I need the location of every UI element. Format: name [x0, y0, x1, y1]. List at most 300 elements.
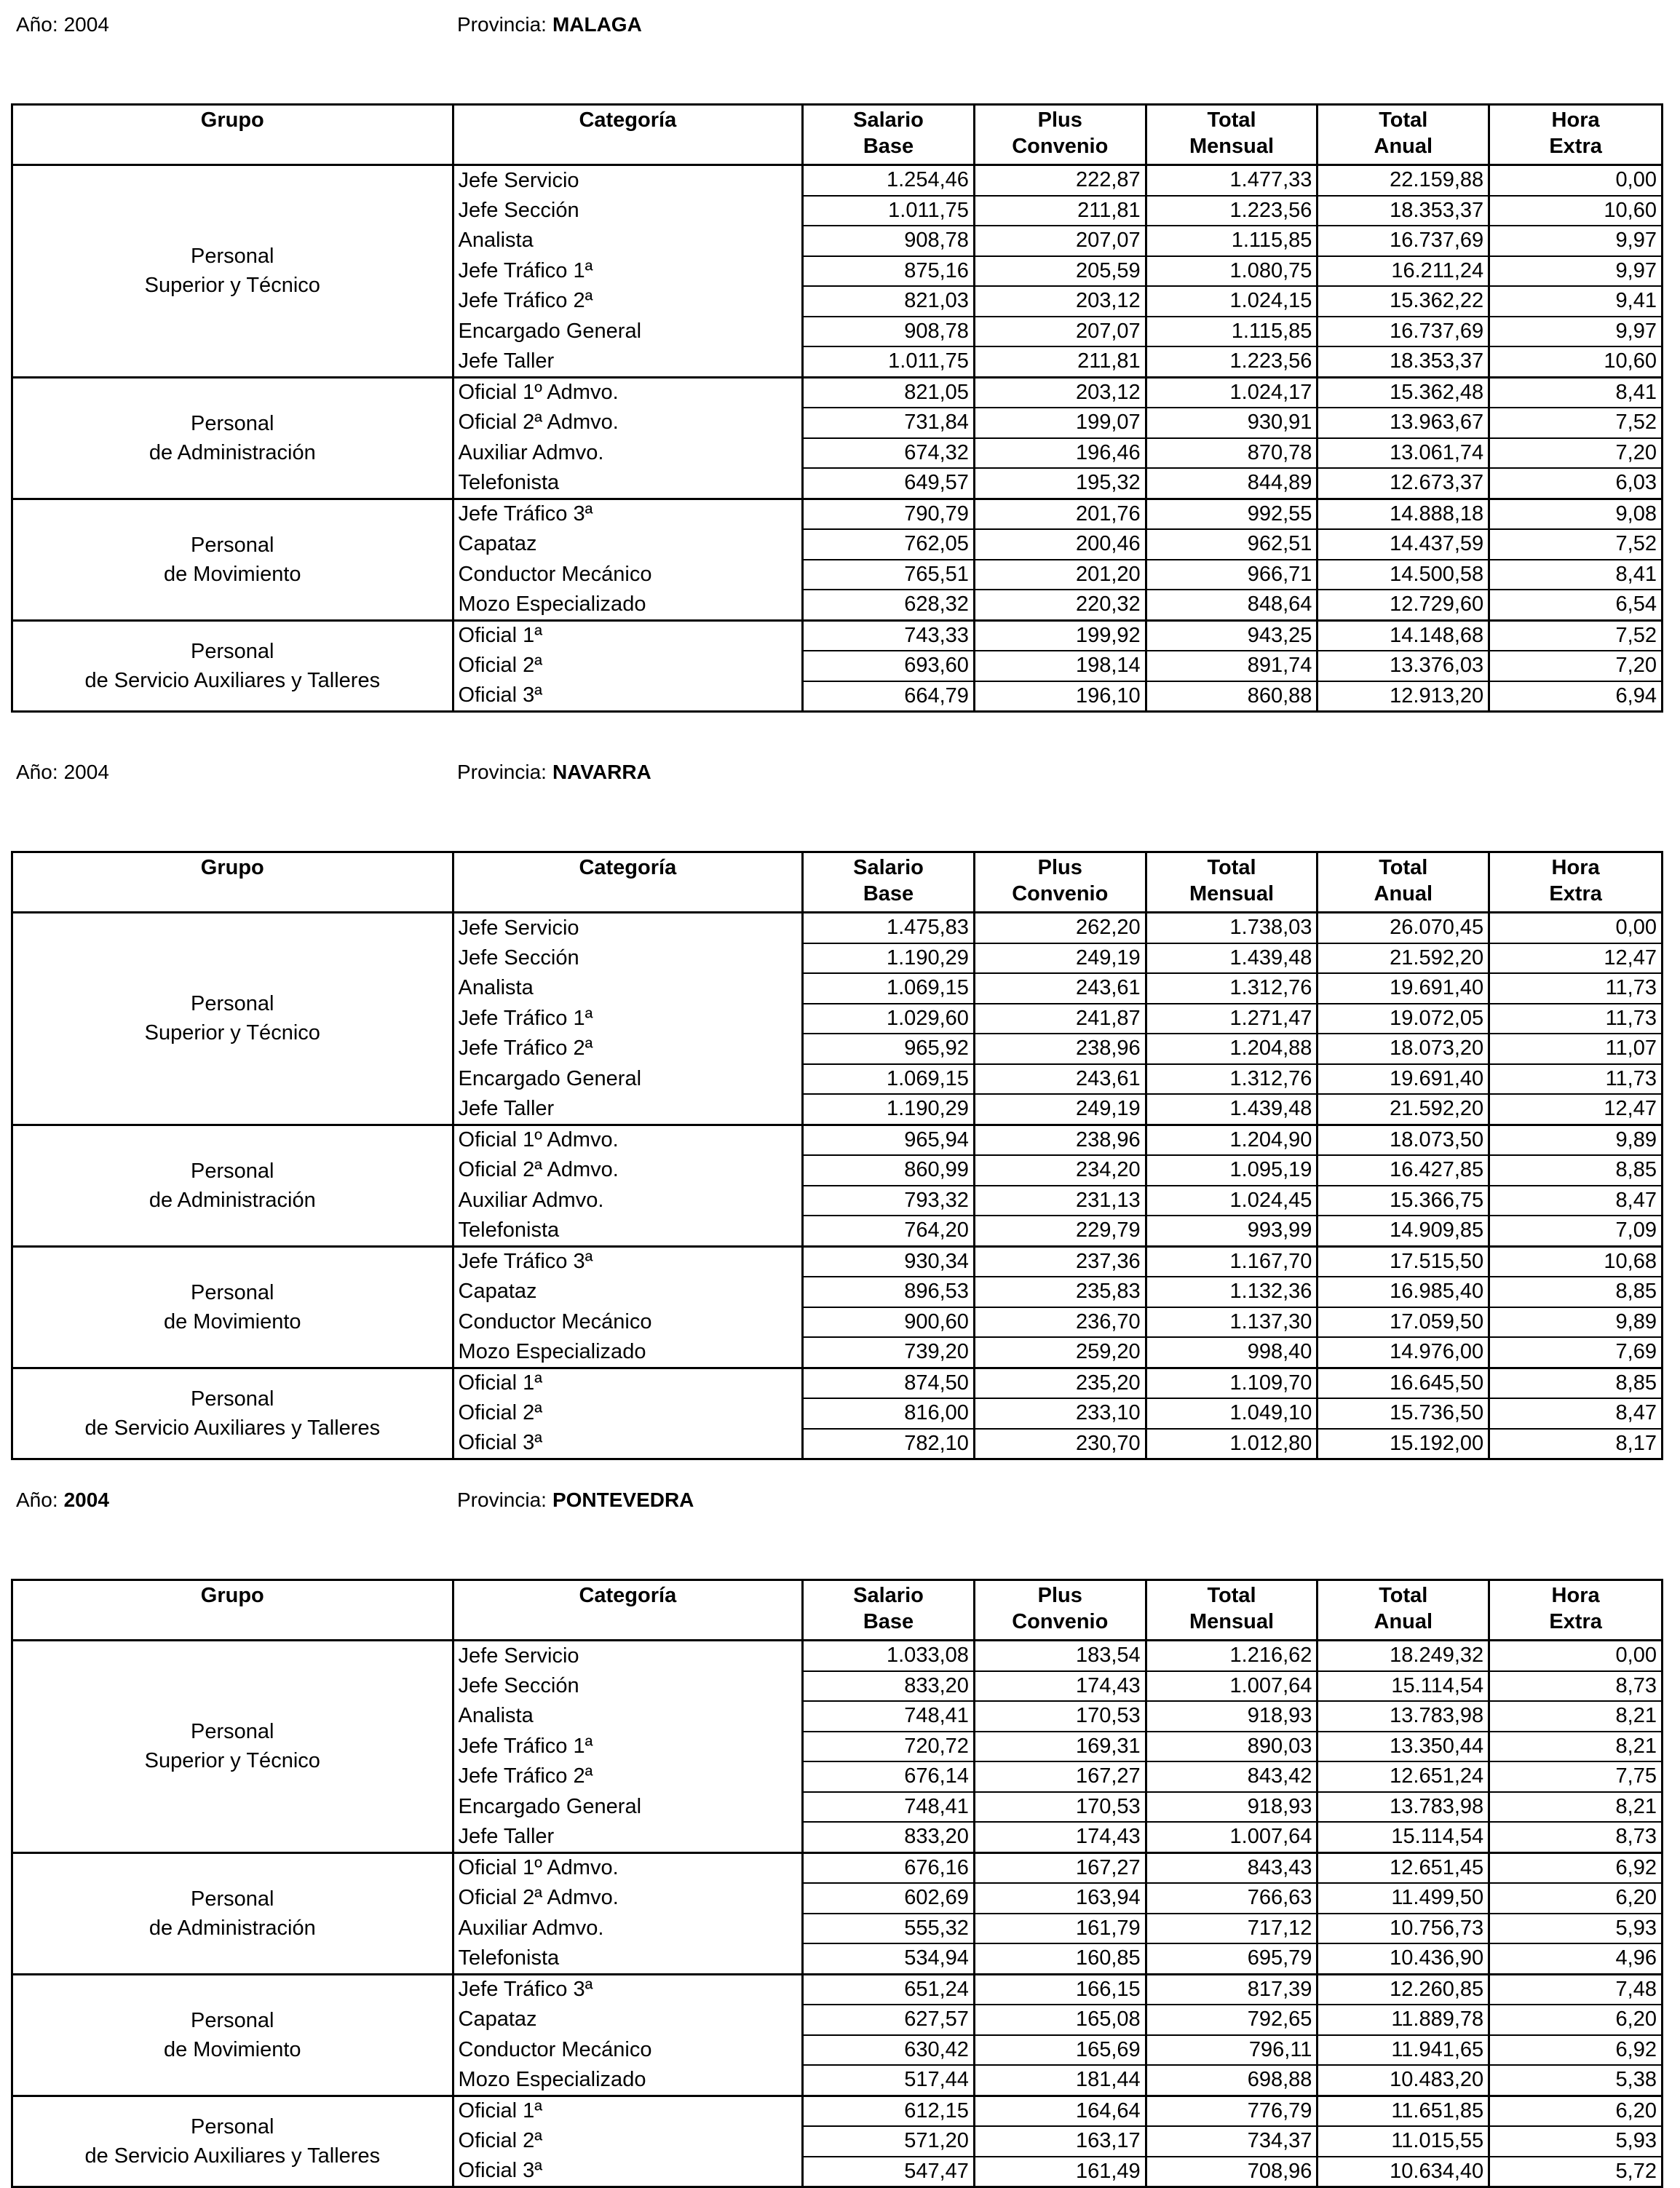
categoria-cell: Jefe Tráfico 2ª [453, 286, 803, 317]
categoria-cell: Mozo Especializado [453, 590, 803, 620]
header-line: Salario [853, 856, 924, 879]
total-anual-cell: 16.211,24 [1318, 256, 1489, 287]
hora-extra-cell: 9,41 [1489, 286, 1663, 317]
plus-convenio-cell: 196,10 [974, 681, 1146, 712]
header-total-mensual [1146, 852, 1318, 913]
categoria-cell: Analista [453, 226, 803, 256]
total-mensual-cell: 1.080,75 [1146, 256, 1318, 287]
salario-base-cell: 743,33 [803, 620, 975, 651]
categoria-cell: Jefe Tráfico 2ª [453, 1034, 803, 1064]
group-cell [12, 2096, 453, 2187]
header-total-anual [1318, 852, 1489, 913]
salario-base-cell: 1.069,15 [803, 1064, 975, 1095]
salario-base-cell: 875,16 [803, 256, 975, 287]
province-field: Provincia: NAVARRA [457, 761, 651, 783]
total-mensual-cell: 792,65 [1146, 2005, 1318, 2035]
total-anual-cell: 15.366,75 [1318, 1186, 1489, 1216]
hora-extra-cell: 6,20 [1489, 2096, 1663, 2126]
plus-convenio-cell: 238,96 [974, 1125, 1146, 1155]
total-anual-cell: 11.499,50 [1318, 1883, 1489, 1914]
plus-convenio-cell: 167,27 [974, 1761, 1146, 1792]
salario-base-cell: 930,34 [803, 1246, 975, 1277]
plus-convenio-cell: 207,07 [974, 226, 1146, 256]
total-anual-cell: 14.976,00 [1318, 1337, 1489, 1368]
plus-convenio-cell: 235,20 [974, 1368, 1146, 1398]
total-mensual-cell: 1.738,03 [1146, 913, 1318, 943]
hora-extra-cell: 7,20 [1489, 438, 1663, 469]
plus-convenio-cell: 161,79 [974, 1914, 1146, 1944]
total-anual-cell: 14.437,59 [1318, 529, 1489, 560]
group-cell [12, 499, 453, 620]
group-name-line: Personal [191, 1159, 274, 1183]
categoria-cell: Oficial 3ª [453, 2157, 803, 2187]
categoria-cell: Jefe Tráfico 3ª [453, 499, 803, 529]
header-line: Convenio [1012, 135, 1109, 158]
categoria-cell: Telefonista [453, 468, 803, 499]
plus-convenio-cell: 241,87 [974, 1004, 1146, 1034]
hora-extra-cell: 5,72 [1489, 2157, 1663, 2187]
plus-convenio-cell: 233,10 [974, 1398, 1146, 1429]
categoria-cell: Auxiliar Admvo. [453, 1186, 803, 1216]
hora-extra-cell: 6,03 [1489, 468, 1663, 499]
categoria-cell: Oficial 2ª [453, 651, 803, 681]
total-mensual-cell: 1.271,47 [1146, 1004, 1318, 1034]
header-plus-convenio [974, 1580, 1146, 1641]
hora-extra-cell: 6,54 [1489, 590, 1663, 620]
plus-convenio-cell: 170,53 [974, 1701, 1146, 1732]
group-name-line: de Servicio Auxiliares y Talleres [84, 668, 381, 692]
hora-extra-cell: 9,89 [1489, 1307, 1663, 1338]
header-line: Anual [1374, 882, 1433, 905]
plus-convenio-cell: 170,53 [974, 1792, 1146, 1823]
plus-convenio-cell: 231,13 [974, 1186, 1146, 1216]
total-anual-cell: 15.114,54 [1318, 1671, 1489, 1702]
hora-extra-cell: 6,92 [1489, 1852, 1663, 1883]
header-line: Mensual [1189, 135, 1275, 158]
total-mensual-cell: 1.095,19 [1146, 1155, 1318, 1186]
categoria-cell: Jefe Sección [453, 1671, 803, 1702]
table-row [12, 1125, 1663, 1155]
plus-convenio-cell: 203,12 [974, 286, 1146, 317]
total-anual-cell: 14.500,58 [1318, 560, 1489, 590]
province-field: Provincia: PONTEVEDRA [457, 1489, 694, 1511]
salario-base-cell: 1.011,75 [803, 346, 975, 377]
salario-base-cell: 720,72 [803, 1732, 975, 1762]
hora-extra-cell: 8,85 [1489, 1277, 1663, 1307]
total-mensual-cell: 1.007,64 [1146, 1822, 1318, 1852]
total-mensual-cell: 717,12 [1146, 1914, 1318, 1944]
total-mensual-cell: 1.223,56 [1146, 346, 1318, 377]
table-row [12, 165, 1663, 196]
hora-extra-cell: 9,89 [1489, 1125, 1663, 1155]
total-anual-cell: 16.737,69 [1318, 317, 1489, 347]
salario-base-cell: 782,10 [803, 1429, 975, 1459]
header-line: Base [863, 135, 914, 158]
salario-base-cell: 748,41 [803, 1701, 975, 1732]
hora-extra-cell: 7,69 [1489, 1337, 1663, 1368]
header-line: Total [1379, 108, 1428, 132]
plus-convenio-cell: 201,76 [974, 499, 1146, 529]
total-anual-cell: 12.651,45 [1318, 1852, 1489, 1883]
total-mensual-cell: 1.024,15 [1146, 286, 1318, 317]
group-cell [12, 1641, 453, 1853]
header-row [12, 105, 1663, 165]
total-mensual-cell: 1.439,48 [1146, 943, 1318, 974]
total-mensual-cell: 993,99 [1146, 1216, 1318, 1246]
hora-extra-cell: 6,20 [1489, 2005, 1663, 2035]
header-line: Extra [1549, 1610, 1602, 1633]
header-categoria: Categoría [453, 105, 803, 165]
salario-base-cell: 764,20 [803, 1216, 975, 1246]
group-name-line: Personal [191, 533, 274, 557]
salario-base-cell: 793,32 [803, 1186, 975, 1216]
total-anual-cell: 14.909,85 [1318, 1216, 1489, 1246]
hora-extra-cell: 0,00 [1489, 1641, 1663, 1671]
total-mensual-cell: 918,93 [1146, 1792, 1318, 1823]
total-anual-cell: 16.427,85 [1318, 1155, 1489, 1186]
header-line: Plus [1037, 856, 1082, 879]
plus-convenio-cell: 199,92 [974, 620, 1146, 651]
total-anual-cell: 11.941,65 [1318, 2035, 1489, 2066]
group-name-line: de Administración [148, 1188, 316, 1212]
hora-extra-cell: 9,97 [1489, 226, 1663, 256]
group-name-line: Personal [191, 1280, 274, 1304]
total-mensual-cell: 860,88 [1146, 681, 1318, 712]
header-line: Base [863, 1610, 914, 1633]
header-plus-convenio [974, 852, 1146, 913]
categoria-cell: Telefonista [453, 1943, 803, 1974]
header-line: Hora [1551, 108, 1600, 132]
group-name-line: Superior y Técnico [144, 1021, 320, 1045]
header-line: Extra [1549, 135, 1602, 158]
header-line: Total [1207, 1584, 1256, 1607]
total-mensual-cell: 1.223,56 [1146, 196, 1318, 226]
salario-base-cell: 1.029,60 [803, 1004, 975, 1034]
table-row [12, 620, 1663, 651]
hora-extra-cell: 12,47 [1489, 1094, 1663, 1125]
salario-base-cell: 649,57 [803, 468, 975, 499]
hora-extra-cell: 6,94 [1489, 681, 1663, 712]
header-line: Salario [853, 1584, 924, 1607]
salario-base-cell: 1.069,15 [803, 973, 975, 1004]
group-name-line: Personal [191, 245, 274, 269]
salario-base-cell: 833,20 [803, 1671, 975, 1702]
header-grupo: Grupo [12, 105, 453, 165]
hora-extra-cell: 8,47 [1489, 1186, 1663, 1216]
total-anual-cell: 12.729,60 [1318, 590, 1489, 620]
total-mensual-cell: 695,79 [1146, 1943, 1318, 1974]
total-mensual-cell: 844,89 [1146, 468, 1318, 499]
salary-table [11, 851, 1663, 1460]
salario-base-cell: 612,15 [803, 2096, 975, 2126]
hora-extra-cell: 8,21 [1489, 1732, 1663, 1762]
total-mensual-cell: 1.115,85 [1146, 317, 1318, 347]
section-meta [0, 10, 1680, 39]
hora-extra-cell: 10,68 [1489, 1246, 1663, 1277]
total-mensual-cell: 962,51 [1146, 529, 1318, 560]
plus-convenio-cell: 195,32 [974, 468, 1146, 499]
header-line: Total [1379, 1584, 1428, 1607]
categoria-cell: Jefe Tráfico 3ª [453, 1246, 803, 1277]
categoria-cell: Jefe Tráfico 3ª [453, 1974, 803, 2005]
header-hora-extra [1489, 852, 1663, 913]
total-anual-cell: 18.353,37 [1318, 346, 1489, 377]
hora-extra-cell: 5,93 [1489, 2126, 1663, 2157]
total-anual-cell: 22.159,88 [1318, 165, 1489, 196]
salario-base-cell: 908,78 [803, 317, 975, 347]
salario-base-cell: 547,47 [803, 2157, 975, 2187]
header-line: Total [1207, 108, 1256, 132]
total-anual-cell: 21.592,20 [1318, 1094, 1489, 1125]
hora-extra-cell: 10,60 [1489, 196, 1663, 226]
categoria-cell: Conductor Mecánico [453, 1307, 803, 1338]
section-meta [0, 1486, 1680, 1515]
salario-base-cell: 765,51 [803, 560, 975, 590]
hora-extra-cell: 7,52 [1489, 620, 1663, 651]
header-line: Hora [1551, 856, 1600, 879]
total-mensual-cell: 1.049,10 [1146, 1398, 1318, 1429]
hora-extra-cell: 9,97 [1489, 317, 1663, 347]
total-anual-cell: 15.736,50 [1318, 1398, 1489, 1429]
group-name-line: de Movimiento [163, 562, 301, 586]
total-mensual-cell: 1.007,64 [1146, 1671, 1318, 1702]
total-mensual-cell: 966,71 [1146, 560, 1318, 590]
header-line: Total [1379, 856, 1428, 879]
total-mensual-cell: 1.477,33 [1146, 165, 1318, 196]
group-cell [12, 620, 453, 712]
total-mensual-cell: 734,37 [1146, 2126, 1318, 2157]
hora-extra-cell: 8,41 [1489, 377, 1663, 408]
categoria-cell: Oficial 1º Admvo. [453, 1852, 803, 1883]
province-name: PONTEVEDRA [552, 1489, 694, 1511]
total-anual-cell: 12.913,20 [1318, 681, 1489, 712]
categoria-cell: Jefe Taller [453, 1094, 803, 1125]
province-field: Provincia: MALAGA [457, 13, 642, 36]
total-mensual-cell: 870,78 [1146, 438, 1318, 469]
table-row [12, 499, 1663, 529]
total-anual-cell: 12.260,85 [1318, 1974, 1489, 2005]
categoria-cell: Capataz [453, 1277, 803, 1307]
total-mensual-cell: 848,64 [1146, 590, 1318, 620]
categoria-cell: Jefe Taller [453, 1822, 803, 1852]
categoria-cell: Oficial 3ª [453, 1429, 803, 1459]
total-anual-cell: 13.350,44 [1318, 1732, 1489, 1762]
plus-convenio-cell: 243,61 [974, 1064, 1146, 1095]
total-mensual-cell: 930,91 [1146, 408, 1318, 438]
salario-base-cell: 534,94 [803, 1943, 975, 1974]
hora-extra-cell: 7,09 [1489, 1216, 1663, 1246]
group-name-line: Personal [191, 2114, 274, 2139]
hora-extra-cell: 8,47 [1489, 1398, 1663, 1429]
total-mensual-cell: 1.439,48 [1146, 1094, 1318, 1125]
group-name-line: de Servicio Auxiliares y Talleres [84, 2144, 381, 2168]
year-field: Año: 2004 [16, 13, 109, 36]
salario-base-cell: 1.190,29 [803, 943, 975, 974]
province-name: MALAGA [552, 13, 642, 36]
categoria-cell: Oficial 2ª [453, 2126, 803, 2157]
hora-extra-cell: 8,73 [1489, 1671, 1663, 1702]
total-anual-cell: 13.783,98 [1318, 1701, 1489, 1732]
salario-base-cell: 571,20 [803, 2126, 975, 2157]
group-name-line: de Movimiento [163, 2037, 301, 2061]
hora-extra-cell: 11,07 [1489, 1034, 1663, 1064]
categoria-cell: Capataz [453, 2005, 803, 2035]
header-hora-extra [1489, 105, 1663, 165]
header-row [12, 1580, 1663, 1641]
plus-convenio-cell: 163,94 [974, 1883, 1146, 1914]
total-anual-cell: 17.059,50 [1318, 1307, 1489, 1338]
header-total-mensual [1146, 1580, 1318, 1641]
header-hora-extra [1489, 1580, 1663, 1641]
total-mensual-cell: 708,96 [1146, 2157, 1318, 2187]
total-anual-cell: 18.073,50 [1318, 1125, 1489, 1155]
header-grupo: Grupo [12, 852, 453, 913]
header-salario-base [803, 1580, 975, 1641]
salario-base-cell: 731,84 [803, 408, 975, 438]
plus-convenio-cell: 161,49 [974, 2157, 1146, 2187]
total-mensual-cell: 998,40 [1146, 1337, 1318, 1368]
hora-extra-cell: 12,47 [1489, 943, 1663, 974]
plus-convenio-cell: 230,70 [974, 1429, 1146, 1459]
total-mensual-cell: 1.312,76 [1146, 973, 1318, 1004]
categoria-cell: Analista [453, 1701, 803, 1732]
plus-convenio-cell: 249,19 [974, 1094, 1146, 1125]
hora-extra-cell: 8,21 [1489, 1701, 1663, 1732]
hora-extra-cell: 5,38 [1489, 2065, 1663, 2096]
hora-extra-cell: 8,85 [1489, 1155, 1663, 1186]
salario-base-cell: 1.011,75 [803, 196, 975, 226]
categoria-cell: Conductor Mecánico [453, 560, 803, 590]
hora-extra-cell: 9,97 [1489, 256, 1663, 287]
salario-base-cell: 517,44 [803, 2065, 975, 2096]
total-anual-cell: 11.015,55 [1318, 2126, 1489, 2157]
group-cell [12, 913, 453, 1125]
hora-extra-cell: 11,73 [1489, 1064, 1663, 1095]
header-total-anual [1318, 105, 1489, 165]
plus-convenio-cell: 164,64 [974, 2096, 1146, 2126]
table-row [12, 1368, 1663, 1398]
group-name-line: Personal [191, 2008, 274, 2032]
total-mensual-cell: 943,25 [1146, 620, 1318, 651]
salario-base-cell: 651,24 [803, 1974, 975, 2005]
total-mensual-cell: 1.012,80 [1146, 1429, 1318, 1459]
table-row [12, 1852, 1663, 1883]
hora-extra-cell: 7,48 [1489, 1974, 1663, 2005]
total-anual-cell: 19.691,40 [1318, 1064, 1489, 1095]
salario-base-cell: 630,42 [803, 2035, 975, 2066]
header-grupo: Grupo [12, 1580, 453, 1641]
categoria-cell: Jefe Taller [453, 346, 803, 377]
total-mensual-cell: 843,42 [1146, 1761, 1318, 1792]
categoria-cell: Encargado General [453, 317, 803, 347]
total-anual-cell: 19.072,05 [1318, 1004, 1489, 1034]
plus-convenio-cell: 238,96 [974, 1034, 1146, 1064]
hora-extra-cell: 6,92 [1489, 2035, 1663, 2066]
province-name: NAVARRA [552, 761, 651, 783]
header-line: Mensual [1189, 1610, 1275, 1633]
group-cell [12, 1974, 453, 2096]
salario-base-cell: 896,53 [803, 1277, 975, 1307]
total-mensual-cell: 1.109,70 [1146, 1368, 1318, 1398]
total-anual-cell: 18.249,32 [1318, 1641, 1489, 1671]
salario-base-cell: 693,60 [803, 651, 975, 681]
group-cell [12, 1368, 453, 1459]
hora-extra-cell: 8,17 [1489, 1429, 1663, 1459]
plus-convenio-cell: 229,79 [974, 1216, 1146, 1246]
total-mensual-cell: 1.115,85 [1146, 226, 1318, 256]
header-line: Plus [1037, 1584, 1082, 1607]
header-line: Anual [1374, 135, 1433, 158]
salario-base-cell: 676,14 [803, 1761, 975, 1792]
header-total-anual [1318, 1580, 1489, 1641]
total-anual-cell: 18.073,20 [1318, 1034, 1489, 1064]
total-anual-cell: 15.362,48 [1318, 377, 1489, 408]
total-anual-cell: 15.114,54 [1318, 1822, 1489, 1852]
total-anual-cell: 10.634,40 [1318, 2157, 1489, 2187]
plus-convenio-cell: 235,83 [974, 1277, 1146, 1307]
total-anual-cell: 10.756,73 [1318, 1914, 1489, 1944]
table-row [12, 1974, 1663, 2005]
total-anual-cell: 14.888,18 [1318, 499, 1489, 529]
categoria-cell: Conductor Mecánico [453, 2035, 803, 2066]
hora-extra-cell: 8,73 [1489, 1822, 1663, 1852]
year-field: Año: 2004 [16, 1489, 109, 1511]
hora-extra-cell: 6,20 [1489, 1883, 1663, 1914]
salario-base-cell: 821,05 [803, 377, 975, 408]
hora-extra-cell: 8,21 [1489, 1792, 1663, 1823]
categoria-cell: Jefe Servicio [453, 165, 803, 196]
plus-convenio-cell: 169,31 [974, 1732, 1146, 1762]
categoria-cell: Encargado General [453, 1064, 803, 1095]
plus-convenio-cell: 196,46 [974, 438, 1146, 469]
total-anual-cell: 19.691,40 [1318, 973, 1489, 1004]
salario-base-cell: 739,20 [803, 1337, 975, 1368]
salario-base-cell: 762,05 [803, 529, 975, 560]
salario-base-cell: 676,16 [803, 1852, 975, 1883]
salario-base-cell: 674,32 [803, 438, 975, 469]
header-categoria: Categoría [453, 1580, 803, 1641]
hora-extra-cell: 7,20 [1489, 651, 1663, 681]
salario-base-cell: 602,69 [803, 1883, 975, 1914]
categoria-cell: Oficial 2ª Admvo. [453, 1155, 803, 1186]
hora-extra-cell: 0,00 [1489, 913, 1663, 943]
total-anual-cell: 10.436,90 [1318, 1943, 1489, 1974]
salario-base-cell: 816,00 [803, 1398, 975, 1429]
total-anual-cell: 26.070,45 [1318, 913, 1489, 943]
categoria-cell: Oficial 3ª [453, 681, 803, 712]
categoria-cell: Oficial 2ª [453, 1398, 803, 1429]
total-mensual-cell: 1.137,30 [1146, 1307, 1318, 1338]
total-anual-cell: 15.192,00 [1318, 1429, 1489, 1459]
total-anual-cell: 17.515,50 [1318, 1246, 1489, 1277]
total-anual-cell: 13.783,98 [1318, 1792, 1489, 1823]
categoria-cell: Jefe Servicio [453, 913, 803, 943]
salario-base-cell: 833,20 [803, 1822, 975, 1852]
total-anual-cell: 11.651,85 [1318, 2096, 1489, 2126]
total-anual-cell: 21.592,20 [1318, 943, 1489, 974]
plus-convenio-cell: 181,44 [974, 2065, 1146, 2096]
hora-extra-cell: 7,52 [1489, 408, 1663, 438]
total-mensual-cell: 766,63 [1146, 1883, 1318, 1914]
total-anual-cell: 15.362,22 [1318, 286, 1489, 317]
plus-convenio-cell: 211,81 [974, 346, 1146, 377]
total-mensual-cell: 1.216,62 [1146, 1641, 1318, 1671]
salario-base-cell: 821,03 [803, 286, 975, 317]
salario-base-cell: 790,79 [803, 499, 975, 529]
header-line: Salario [853, 108, 924, 132]
group-name-line: Personal [191, 1720, 274, 1744]
total-anual-cell: 13.376,03 [1318, 651, 1489, 681]
